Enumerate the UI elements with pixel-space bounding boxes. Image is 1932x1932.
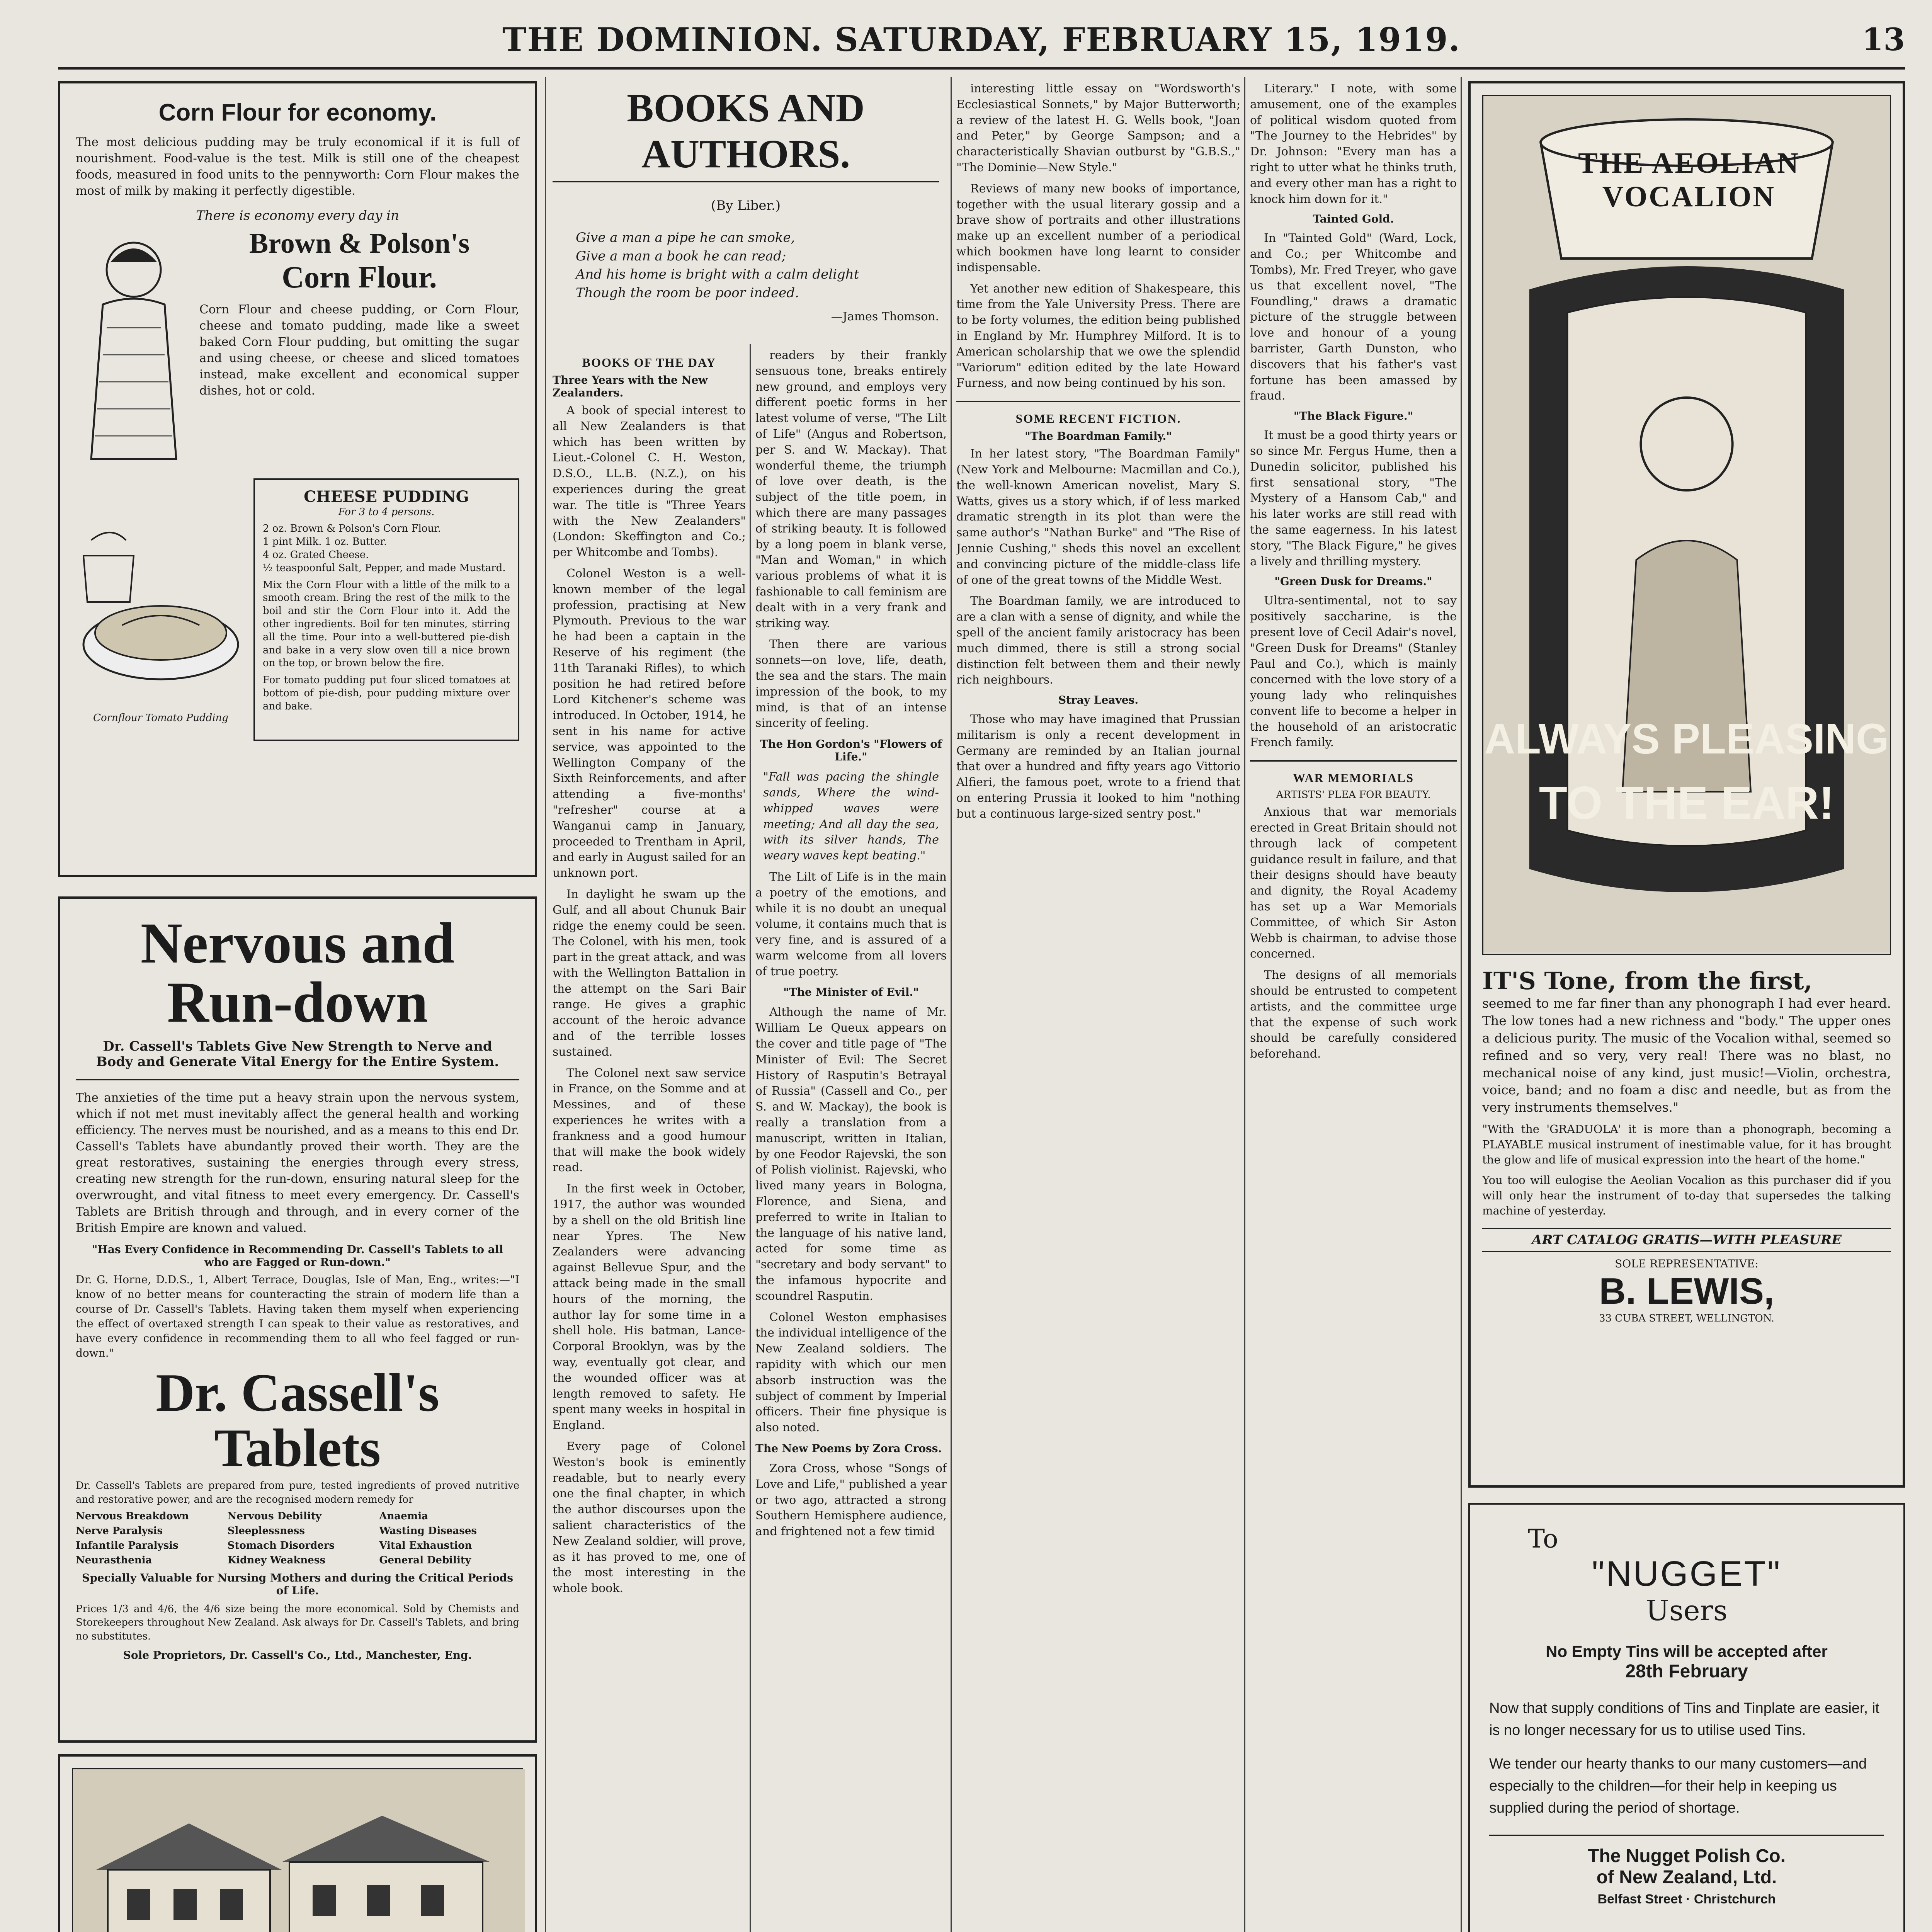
nugget-to: To [1528,1524,1558,1554]
books-header [553,85,939,340]
condition-item: Kidney Weakness [227,1554,326,1566]
books-section-heading: BOOKS OF THE DAY [582,355,716,369]
article-paragraph: Although the name of Mr. William Le Queux appears on the cover and title page of "The Minister of Evil: The Secret History of Rasputin's Betrayal of Russia" (Cassell and Co., per S. and W. Mackay), the book is really a translation from a manuscript, written in Italian, by one Feodor Rajevski, the son of Polish violinist. Rajevski, who lived many years in Bologna, Florence, and Siena, and preferred to write in Italian to the language of his native land, acted for some time as "secretary and body servant" to the infamous hypocrite and scoundrel Rasputin. [755,1005,947,1303]
article-paragraph: The Colonel next saw service in France, on the Somme and at Messines, and of these experiences he writes with a frankness and a good humour that will make the book widely read. [553,1066,746,1175]
epigraph-line: Give a man a pipe he can smoke, [576,230,795,245]
vocalion-graduola: "With the 'GRADUOLA' it is more than a phonograph, becoming a PLAYABLE musical instrument of inestimable value, for it has brought the glow and life of musical expression into the heart of the home." [1482,1122,1891,1166]
cassell-brand-1: Dr. Cassell's [156,1363,439,1423]
vocalion-address: 33 CUBA STREET, WELLINGTON. [1599,1312,1775,1324]
article-paragraph: The Lilt of Life is in the main a poetry of the emotions, and while it is no doubt an unequal volume, it contains much that is very fine, and is assured of a warm welcome from all lovers of true poetry. [755,870,947,978]
article-paragraph: Those who may have imagined that Prussian militarism is only a recent development in Germany are reminded by an Italian journal that over a hundred and fifty years ago Vittorio Alfieri, the famous poet, wrote to a friend that on entering Prussia it looked to him "nothing but a continuous large-sized sentry post." [956,713,1240,821]
page-number: 13 [1862,21,1905,58]
cassell-heading-1: Nervous and [140,911,455,975]
article-verse: "Fall was pacing the shingle sands, Where the wind-whipped waves were meeting; And all day the sea, with its silver hands, The weary waves kept beating." [763,770,939,863]
vocalion-agent: B. LEWIS, [1599,1270,1774,1312]
cornflour-heading: Corn Flour for economy. [158,99,437,126]
cassell-brand-2: Tablets [214,1418,381,1478]
recipe-item: 2 oz. Brown & Polson's Corn Flour. [263,523,441,535]
cassell-prices: Prices 1/3 and 4/6, the 4/6 size being the more economical. Sold by Chemists and Storekeepers throughout New Zealand. Ask always for Dr. Cassell's Tablets, and bring no substitutes. [76,1603,519,1642]
epigraph-attribution: —James Thomson. [831,310,939,324]
cassell-quote: Dr. G. Horne, D.D.S., 1, Albert Terrace, Douglas, Isle of Man, Eng., writes:—"I know of no better means for counteracting the strain of modern life than a course of Dr. Cassell's Tablets. Having taken them myself when experiencing the effect of overtaxed strength I can speak to their value as restoratives, and have every confidence in recommending them to all who feel fagged or run-down." [76,1273,519,1360]
epigraph-line: Give a man a book he can read; [576,248,786,264]
ad-cornflour [58,81,537,877]
cassell-valuable: Specially Valuable for Nursing Mothers and during the Critical Periods of Life. [82,1571,514,1597]
books-subheading: Three Years with the New Zealanders. [553,374,708,399]
article-paragraph: Colonel Weston is a well-known member of the legal profession, practising at New Plymouth. Previous to the war he had been a captain in the Reserve of his regiment (the 11th Taranaki Rifles), to which position he had retired before Lord Kitchener's scheme was introduced. In October, 1914, he sent in his name for active service, was appointed to the Wellington Company of the Sixth Reinforcements, and after attending a five-months' "refresher" course at a Wanganui camp in January, proceeded to Trentham in April, and early in August sailed for an unknown port. [553,566,746,880]
article-paragraph: Every page of Colonel Weston's book is eminently readable, but to nearly every one the final chapter, in which the author discourses upon the salient characteristics of the New Zealand soldier, will prove, as it has proved to me, one of the most interesting in the whole book. [553,1440,746,1595]
article-subheading: The New Poems by Zora Cross. [755,1442,942,1455]
cornflour-woman-illustration [76,227,192,467]
condition-item: Wasting Diseases [379,1525,477,1537]
epigraph-line: Though the room be poor indeed. [576,285,799,301]
cassell-description: Dr. Cassell's Tablets are prepared from pure, tested ingredients of proved nutritive and restorative power, and are the recognised modern remedy for [76,1480,519,1505]
nugget-body-2: We tender our hearty thanks to our many customers—and especially to the children—for their help in keeping us supplied during the period of shortage. [1489,1756,1867,1816]
nugget-notice-1: No Empty Tins will be accepted after [1546,1642,1828,1660]
article-paragraph: readers by their frankly sensuous tone, breaks entirely new ground, and employs very different poetic forms in her latest volume of verse, "The Lilt of Life" (Angus and Robertson, per S. and W. Mackay). That wonderful theme, the triumph of love over death, is the subject of the title poem, in which there are many passages of striking beauty. It is followed by a long poem in blank verse, "Man and Woman," in which various problems of what it is fashionable to call feminism are dealt with in a very frank and striking way. [755,349,947,630]
article-subheading: The Hon Gordon's "Flowers of Life." [760,738,942,764]
article-subheading: "The Black Figure." [1293,410,1413,423]
vocalion-headline-1: ALWAYS PLEASING [1484,715,1889,763]
article-paragraph: A book of special interest to all New Zealanders is that which has been written by Lieut.-Colonel C. H. Weston, D.S.O., LL.B. (N.Z.), on his experiences during the great war. The title is "Three Years with the New Zealanders" (London: Skeffington and Co.; per Whitcombe and Tombs). [553,404,746,560]
recipe-title: CHEESE PUDDING [304,487,469,506]
books-column-1 [553,348,746,1932]
nugget-body-1: Now that supply conditions of Tins and Tinplate are easier, it is no longer necessary for us to utilise used Tins. [1489,1700,1879,1738]
fiction-heading: SOME RECENT FICTION. [1015,412,1181,426]
article-paragraph: It must be a good thirty years or so since Mr. Fergus Hume, then a Dunedin solicitor, published his first sensational story, "The Mystery of a Hansom Cab," and his later works are still read with the same eagerness. In his latest story, "The Black Figure," he gives a lively and thrilling mystery. [1250,429,1457,568]
cassell-subheading: Dr. Cassell's Tablets Give New Strength to Nerve and Body and Generate Vital Energy for the Entire System. [96,1038,499,1070]
condition-item: Sleeplessness [227,1525,305,1537]
article-paragraph: The designs of all memorials should be entrusted to competent artists, and the committee urge that the expense of such work should be carefully considered beforehand. [1250,968,1457,1061]
cassell-heading-2: Run-down [167,970,428,1034]
recipe-note: For tomato pudding put four sliced tomatoes at bottom of pie-dish, pour pudding mixture over and bake. [263,674,510,712]
article-paragraph: Zora Cross, whose "Songs of Love and Life," published a year or two ago, attracted a strong Southern Hemisphere audience, and frightened not a few timid [755,1462,947,1539]
ad-rotorua-institute [58,1754,537,1932]
article-subheading: Tainted Gold. [1313,213,1394,226]
condition-item: General Debility [379,1554,471,1566]
vocalion-brand: THE AEOLIAN VOCALION [1578,147,1800,213]
recipe-subtitle: For 3 to 4 persons. [338,506,435,518]
condition-item: Nerve Paralysis [76,1525,163,1537]
books-heading: BOOKS AND AUTHORS. [553,85,939,182]
ad-dr-cassells [58,896,537,1743]
pudding-dish-label: Cornflour Tomato Pudding [93,712,228,724]
nugget-company-1: The Nugget Polish Co. [1588,1846,1786,1866]
vocalion-sole-label: SOLE REPRESENTATIVE: [1615,1257,1759,1270]
recipe-item: ½ teaspoonful Salt, Pepper, and made Mustard. [263,562,506,574]
condition-item: Anaemia [379,1510,429,1522]
article-paragraph: Colonel Weston emphasises the individual intelligence of the New Zealand soldiers. The rapidity with which our men absorb instruction was the subject of comment by Imperial officers. Their fine physique is also noted. [755,1310,947,1435]
war-memorials-heading: WAR MEMORIALS [1293,771,1414,785]
article-paragraph: Yet another new edition of Shakespeare, this time from the Yale University Press. There are to be forty volumes, the edition being published in England by Mr. Humphrey Milford. It is to American scholarship that we owe the splendid "Variorum" edition edited by the late Howard Furness, and now being continued by his son. [956,282,1240,390]
institute-building-illustration [72,1768,523,1932]
article-paragraph: Reviews of many new books of importance, together with the usual literary gossip and a brave show of portraits and other illustrations make up an excellent number of a periodical which bookmen have long learnt to consider indispensable. [956,182,1240,274]
cassell-proprietors: Sole Proprietors, Dr. Cassell's Co., Ltd., Manchester, Eng. [123,1649,472,1662]
condition-item: Infantile Paralysis [76,1540,179,1552]
article-paragraph: Literary." I note, with some amusement, one of the examples of political wisdom quoted from "The Journey to the Hebrides" by Dr. Johnson: "Every man has a right to utter what he thinks truth, and every other man has a right to knock him down for it." [1250,82,1457,206]
nugget-notice-2: 28th February [1625,1661,1748,1682]
article-subheading: Stray Leaves. [1058,694,1139,707]
article-subheading: "The Minister of Evil." [783,986,919,999]
books-epigraph [576,229,939,302]
article-paragraph: In daylight he swam up the Gulf, and all about Chunuk Bair ridge the enemy could be seen. The Colonel, with his men, took part in the great attack, and was with the Wellington Battalion in the attempt on the Sari Bair range. He gives a graphic account of the heroic advance and of the terrible losses sustained. [553,887,746,1059]
books-byline: (By Liber.) [711,198,781,213]
vocalion-lead: IT'S Tone, from the first, [1482,967,1813,995]
article-paragraph: In the first week in October, 1917, the author was wounded by a shell on the old British line near Ypres. The New Zealanders were advancing against Bellevue Spur, and the attack being made in the small hours of the morning, the author lay for some time in a shell hole. His batman, Lance-Corporal Brooklyn, was by the way, eventually got clear, and the wounded officer was at length removed to safety. He spent many weeks in hospital in England. [553,1182,746,1432]
war-memorials-subheading: ARTISTS' PLEA FOR BEAUTY. [1276,789,1431,801]
article-paragraph: Ultra-sentimental, not to say positively saccharine, is the present love of Cecil Adair's novel, "Green Dusk for Dreams" (Stanley Paul and Co.), which is mainly concerned with the love story of a young lady who relinquishes convent life to become a helper in the household of an aristocratic French family. [1250,594,1457,750]
recipe-method: Mix the Corn Flour with a little of the milk to a smooth cream. Bring the rest of the milk to the boil and stir the Corn Flour into it. Add the other ingredients. Boil for ten minutes, stirring all the time. Pour into a well-buttered pie-dish and bake in a very slow oven till a nice brown on the top, or brown below the fire. [263,579,510,669]
article-paragraph: Then there are various sonnets—on love, life, death, the sea and the stars. The main impression of the book, to my mind, is that of an intense sincerity of feeling. [755,638,947,730]
nugget-users: Users [1646,1594,1728,1627]
column-rule [951,77,952,1932]
condition-item: Stomach Disorders [227,1540,335,1552]
cornflour-brand-1: Brown & Polson's [249,227,470,259]
article-subheading: "Green Dusk for Dreams." [1274,575,1432,588]
nugget-cities: Belfast Street · Christchurch [1597,1892,1776,1906]
article-paragraph: Anxious that war memorials erected in Great Britain should not through lack of competent guidance result in failure, and that their designs should have beauty and dignity, the Royal Academy has set up a War Memorials Committee, of which Sir Aston Webb is chairman, to advise those concerned. [1250,805,1457,961]
ad-nugget [1468,1503,1905,1932]
cornflour-intro: The most delicious pudding may be truly economical if it is full of nourishment. Food-value is the test. Milk is still one of the cheapest foods, measured in food units to the pennyworth: Corn Flour makes the most of milk by making it perfectly digestible. [76,135,519,198]
vocalion-invite: You too will eulogise the Aeolian Vocalion as this purchaser did if you will only hear the instrument of to-day that supersedes the talking machine of yesterday. [1482,1173,1891,1218]
vocalion-catalog: ART CATALOG GRATIS—WITH PLEASURE [1482,1228,1891,1252]
fiction-subheading: "The Boardman Family." [1025,430,1172,443]
masthead-title: THE DOMINION. SATURDAY, FEBRUARY 15, 1919. [502,20,1461,59]
cornflour-body: Corn Flour and cheese pudding, or Corn Flour, cheese and tomato pudding, made like a sweet baked Corn Flour pudding, but omitting the sugar and using cheese, or cheese and sliced tomatoes instead, make excellent and economical supper dishes, hot or cold. [199,302,519,398]
pudding-dish-illustration [76,478,246,741]
cornflour-brand-2: Corn Flour. [282,260,437,294]
vocalion-illustration [1482,95,1891,955]
books-column-2 [755,348,947,1932]
column-rule [1244,77,1245,1932]
books-column-3 [956,81,1240,1932]
vocalion-testimonial: seemed to me far finer than any phonograph I had ever heard. The low tones had a new richness and "body." The upper ones a delicious purity. The music of the Vocalion withal, seemed so refined and so very, very real! There was no blast, no mechanical noise of any kind, just music!—Violin, orchestra, voice, band; and no foam a disc and needle, but as from the very instruments themselves." [1482,996,1891,1115]
article-paragraph: interesting little essay on "Wordsworth's Ecclesiastical Sonnets," by Major Butterworth; a review of the latest H. G. Wells book, "Joan and Peter," by George Sampson; and a characteristically Shavian outburst by "G.B.S.," "The Dominie—New Style." [956,82,1240,174]
condition-item: Nervous Debility [227,1510,321,1522]
column-rule [750,344,751,1932]
article-paragraph: In her latest story, "The Boardman Family" (New York and Melbourne: Macmillan and Co.), the well-known American novelist, Mary S. Watts, gives us a story which, if of less marked dramatic strength in its plot than were the same author's "Nathan Burke" and "The Rise of Jennie Cushing," sheds this novel an excellent and convincing picture of the middle-class life of one of the great towns of the Middle West. [956,447,1240,587]
cassell-conditions-list [76,1510,519,1566]
column-rule [545,77,546,1932]
recipe-item: 1 pint Milk. 1 oz. Butter. [263,536,387,548]
cheese-pudding-recipe [253,478,519,741]
ad-aeolian-vocalion [1468,81,1905,1488]
cornflour-economy: There is economy every day in [196,207,399,223]
cassell-body: The anxieties of the time put a heavy strain upon the nervous system, which if not met must inevitably affect the general health and working efficiency. The nerves must be nourished, and as a means to this end Dr. Cassell's Tablets have abundantly proved their worth. They are the great restoratives, sustaining the energies through every stress, creating new strength for the run-down, ensuring natural sleep for the overwrought, and vital fitness to meet every emergency. Dr. Cassell's Tablets are British through and through, and in every corner of the British Empire are known and valued. [76,1090,519,1235]
article-paragraph: In "Tainted Gold" (Ward, Lock, and Co.; per Whitcombe and Tombs), Mr. Fred Treyer, who gave us that excellent novel, "The Foundling," draws a dramatic picture of the struggle between love and honour of a young barrister, Garth Dunston, who discovers that his father's vast fortune has been amassed by fraud. [1250,231,1457,403]
cassell-quote-heading: "Has Every Confidence in Recommending Dr. Cassell's Tablets to all who are Fagged or Run-down." [92,1243,503,1269]
condition-item: Nervous Breakdown [76,1510,189,1522]
column-rule [1461,77,1462,1932]
vocalion-headline-2: TO THE EAR! [1539,777,1835,829]
recipe-item: 4 oz. Grated Cheese. [263,549,369,561]
article-paragraph: The Boardman family, we are introduced to are a clan with a sense of dignity, and while the spell of the ancient family aristocracy has been much dimmed, there is still a strong social distinction felt between them and their newly rich neighbours. [956,594,1240,687]
condition-item: Neurasthenia [76,1554,152,1566]
books-column-4 [1250,81,1457,1932]
masthead [58,12,1905,70]
condition-item: Vital Exhaustion [379,1540,472,1552]
nugget-brand: "NUGGET" [1592,1554,1782,1594]
epigraph-line: And his home is bright with a calm delight [576,267,859,282]
nugget-company-2: of New Zealand, Ltd. [1596,1867,1777,1888]
